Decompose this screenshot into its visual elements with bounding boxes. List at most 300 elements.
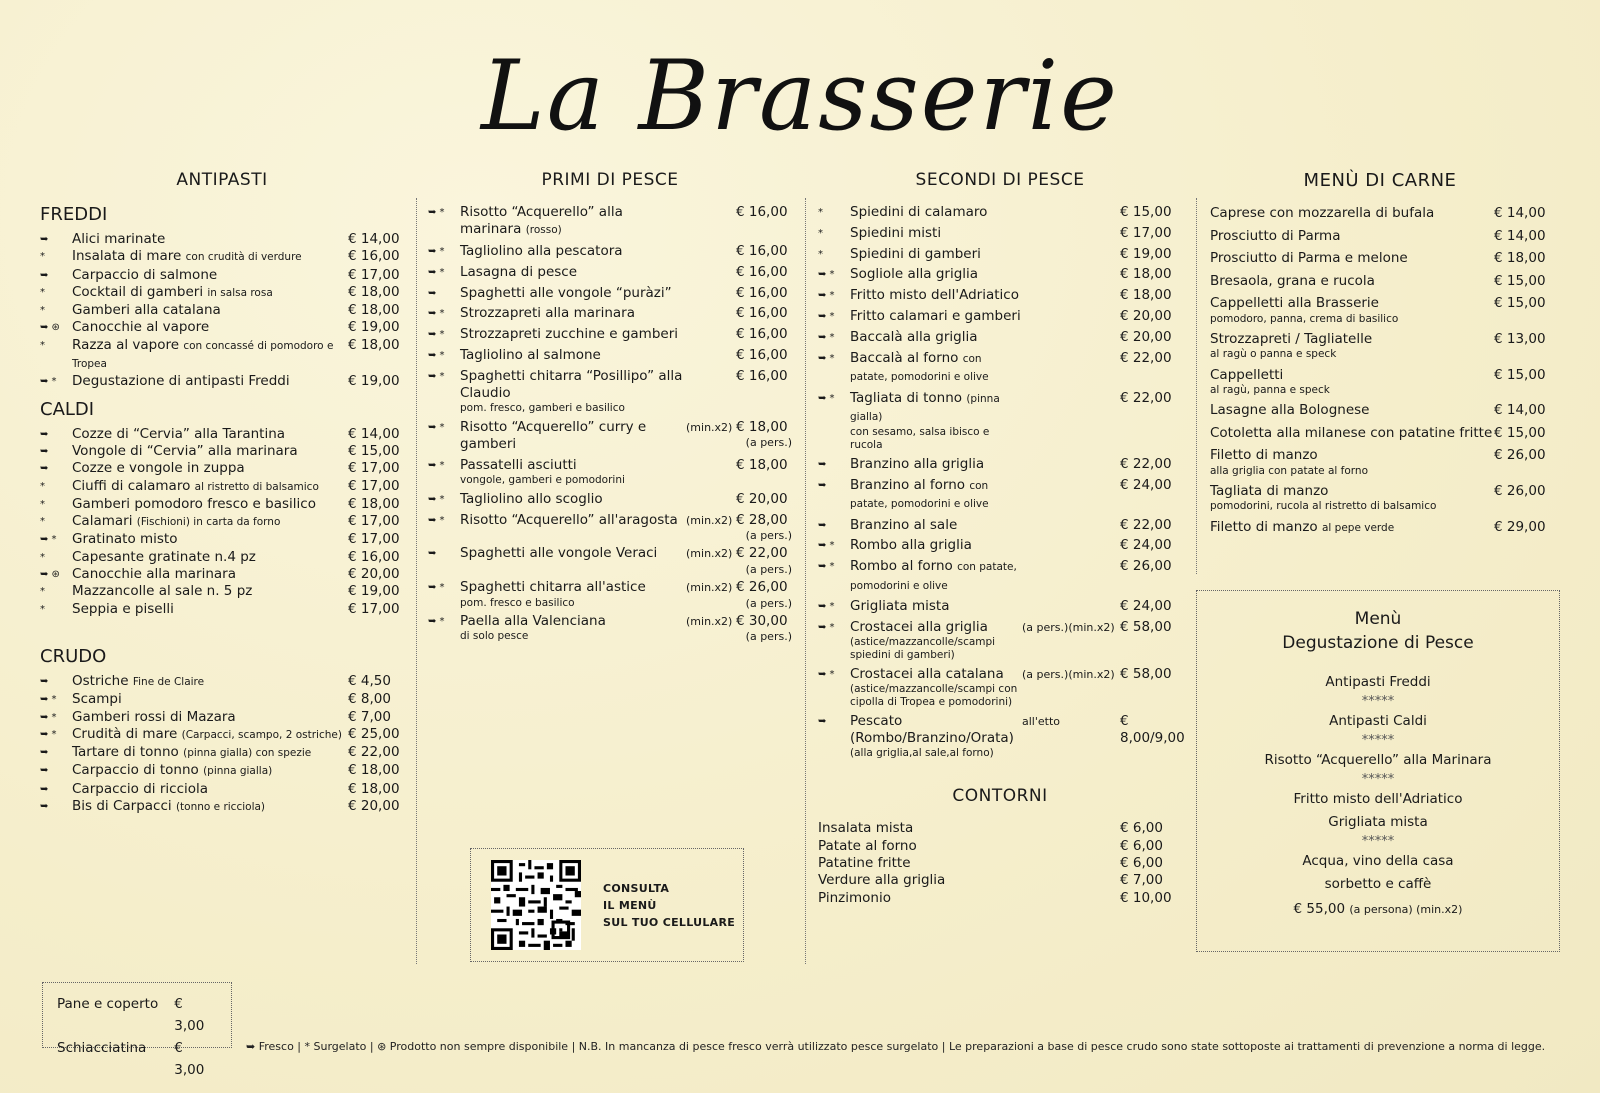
menu-item-row <box>428 305 792 322</box>
menu-item-name <box>1210 447 1494 477</box>
marker-icon: ➥ * <box>428 460 445 472</box>
menu-item-name <box>850 598 1022 615</box>
dish-name: Spaghetti chitarra “Posillipo” alla Claudio <box>460 367 683 402</box>
schiacciatina-label: Schiacciatina <box>57 1040 147 1056</box>
marker-icon: ➥ * <box>818 331 835 343</box>
menu-item-name <box>72 284 348 302</box>
menu-item-name <box>460 264 686 281</box>
dish-price <box>736 545 792 575</box>
dish-name: Ostriche <box>72 672 129 689</box>
separator-stars: ***** <box>1361 733 1395 748</box>
dish-name: Tagliolino allo scoglio <box>460 490 603 507</box>
marker-icon: ➥ * <box>818 352 835 364</box>
menu-item-row <box>1210 331 1550 361</box>
price-value: € 24,00 <box>1120 598 1172 615</box>
dish-name: Seppia e piselli <box>72 600 174 617</box>
dish-name: Grigliata mista <box>850 598 950 615</box>
marker-icon: ➥ * <box>818 392 835 404</box>
degustazione-price-note: (a persona) (min.x2) <box>1349 903 1463 916</box>
price-value: € 24,00 <box>1120 476 1172 493</box>
menu-item-name <box>460 512 686 529</box>
dish-name: Spiedini di calamaro <box>850 204 988 220</box>
dish-name: Crostacei alla griglia <box>850 619 988 636</box>
dish-name: Spaghetti alle vongole Veraci <box>460 545 658 562</box>
dish-name: Insalata di mare <box>72 248 182 265</box>
dish-name: Tagliolino al salmone <box>460 347 601 364</box>
price-value: € 20,00 <box>736 490 788 507</box>
qr-box[interactable] <box>470 848 744 962</box>
menu-item-row <box>818 517 1182 534</box>
marker-icon: ➥ * <box>428 350 445 362</box>
menu-item-name <box>850 477 1022 514</box>
marker-icon: * <box>40 603 45 615</box>
dish-name: Prosciutto di Parma e melone <box>1210 250 1408 267</box>
dish-price <box>736 368 792 385</box>
dish-price <box>1494 447 1550 464</box>
dish-subtitle: pom. fresco e basilico <box>460 596 575 609</box>
per-person-note: (a pers.) <box>745 436 792 450</box>
menu-item-name <box>72 460 348 477</box>
dish-name: Alici marinate <box>72 231 166 247</box>
coperto-row <box>57 993 217 1037</box>
menu-item-row <box>1210 273 1550 290</box>
dish-name: Tagliolino alla pescatora <box>460 243 623 260</box>
menu-item-row <box>40 478 404 496</box>
dish-price <box>348 709 404 726</box>
price-value: € 17,00 <box>348 600 400 617</box>
dish-name: Calamari <box>72 513 133 530</box>
price-value: € 16,00 <box>736 284 788 301</box>
dish-name: Spaghetti alle vongole “puràzi” <box>460 284 672 301</box>
crudo-list <box>40 673 404 816</box>
menu-item-name <box>850 456 1022 473</box>
dish-price <box>1494 331 1550 348</box>
dish-price <box>1120 855 1182 872</box>
price-value: € 15,00 <box>348 442 400 459</box>
menu-item-row <box>40 781 404 798</box>
marker-icon: ➥ * <box>428 246 445 258</box>
dish-price <box>1120 537 1182 554</box>
marker-icon: ➥ <box>428 287 437 299</box>
coperto-box <box>42 982 232 1078</box>
menu-item-name <box>850 350 1022 387</box>
restaurant-title: La Brasserie <box>481 40 1119 152</box>
menu-item-name <box>850 287 1022 304</box>
menu-item-name <box>1210 425 1494 442</box>
dish-name: Baccalà al forno <box>850 349 959 366</box>
price-value: € 20,00 <box>348 798 400 815</box>
menu-item-name <box>72 781 348 798</box>
dish-price <box>736 419 792 449</box>
marker-icon: ➥ <box>818 479 827 491</box>
price-value: € 29,00 <box>1494 518 1546 535</box>
dish-price <box>1120 477 1182 494</box>
menu-item-row <box>428 326 792 343</box>
dish-price <box>348 726 404 743</box>
degustazione-course: sorbetto e caffè <box>1324 876 1432 892</box>
price-value: € 17,00 <box>1120 224 1172 241</box>
menu-item-row <box>818 872 1182 889</box>
price-value: € 24,00 <box>1120 537 1172 554</box>
price-value: € 20,00 <box>348 566 400 583</box>
dish-extra: (min.x2) <box>686 615 733 629</box>
marker-icon: ➥ <box>40 269 49 281</box>
per-person-note: (a pers.) <box>745 630 792 644</box>
dish-name: Lasagne alla Bolognese <box>1210 402 1370 419</box>
menu-item-row <box>818 350 1182 387</box>
menu-item-row <box>428 579 792 609</box>
dish-name: Spaghetti chitarra all'astice <box>460 579 646 596</box>
menu-item-row <box>818 329 1182 346</box>
menu-item-row <box>428 204 792 240</box>
menu-item-row <box>1210 228 1550 245</box>
dish-price <box>736 285 792 302</box>
menu-item-row <box>40 744 404 762</box>
dish-name: Filetto di manzo <box>1210 447 1318 464</box>
price-value: € 16,00 <box>736 204 788 220</box>
menu-item-row <box>818 712 1185 761</box>
marker-icon: * <box>818 248 823 260</box>
menu-item-name <box>1210 519 1494 537</box>
menu-item-name <box>1210 295 1494 325</box>
price-value: € 18,00 <box>348 780 400 797</box>
legend: ➥ Fresco | * Surgelato | ⊛ Prodotto non sempre disponibile | N.B. In mancanza di pesce fresco verrà utilizzato pesce surgelato | Le preparazioni a base di pesce crudo sono state sottoposte ai trattamenti di prevenzione a norma di legge. <box>246 1040 1546 1053</box>
price-value: € 16,00 <box>348 548 400 565</box>
dish-price <box>348 302 404 319</box>
dish-price <box>348 531 404 548</box>
coperto-price: € 3,00 <box>174 996 205 1034</box>
dish-price <box>348 566 404 583</box>
dish-price <box>348 762 404 779</box>
degustazione-course: Antipasti Freddi <box>1325 674 1431 690</box>
dish-price <box>736 264 792 281</box>
qr-line-1: CONSULTA <box>603 881 670 895</box>
price-value: € 14,00 <box>1494 227 1546 244</box>
menu-item-row <box>818 537 1182 554</box>
dish-subtitle: (astice/mazzancolle/scampi con cipolla di Tropea e pomodorini) <box>850 683 1018 709</box>
dish-price <box>1120 872 1182 889</box>
dish-name: Pinzimonio <box>818 889 891 906</box>
dish-price <box>1120 308 1182 325</box>
divider <box>1196 198 1197 574</box>
menu-item-row <box>818 598 1182 615</box>
menu-item-row <box>818 855 1182 872</box>
qr-line-2: IL MENÙ <box>603 898 657 912</box>
dish-price <box>348 798 404 815</box>
dish-price <box>1120 890 1182 907</box>
freddi-title: FREDDI <box>40 204 108 225</box>
menu-item-name <box>460 243 686 260</box>
price-value: € 26,00 <box>736 579 788 596</box>
dish-price <box>1120 820 1182 837</box>
dish-extra: (a pers.)(min.x2) <box>1022 667 1115 681</box>
dish-price <box>348 267 404 284</box>
dish-detail: al pepe verde <box>1321 521 1395 534</box>
dish-price <box>1120 558 1182 575</box>
dish-detail: (pinna gialla) con spezie <box>183 747 312 760</box>
marker-icon: ➥ <box>40 747 49 759</box>
price-value: € 16,00 <box>736 367 788 384</box>
menu-item-row <box>40 460 404 477</box>
menu-item-row <box>40 709 404 726</box>
dish-subtitle: al ragù o panna e speck <box>1210 348 1337 361</box>
menu-item-name <box>460 579 686 609</box>
degustazione-price: € 55,00 <box>1293 901 1346 917</box>
marker-icon: ➥ * <box>428 616 445 628</box>
menu-item-row <box>40 798 404 816</box>
marker-icon: ➥ * <box>428 493 445 505</box>
price-value: € 18,00 <box>1120 266 1172 283</box>
menu-item-row <box>1210 295 1550 325</box>
marker-icon: ➥ * <box>428 308 445 320</box>
dish-price <box>1494 205 1550 222</box>
carne-list <box>1210 205 1550 537</box>
dish-name: Cocktail di gamberi <box>72 283 204 300</box>
dish-price <box>348 373 404 390</box>
dish-name: Patatine fritte <box>818 854 911 871</box>
primi-list <box>428 204 792 643</box>
marker-icon: ➥ * <box>40 728 57 740</box>
dish-price <box>1120 517 1182 534</box>
menu-item-name <box>72 426 348 443</box>
dish-price <box>348 691 404 708</box>
dish-name: Canocchie alla marinara <box>72 566 236 583</box>
menu-item-name <box>818 872 1120 889</box>
price-value: € 18,00 <box>348 495 400 512</box>
dish-price <box>1494 250 1550 267</box>
dish-detail: con concassé di pomodoro e Tropea <box>72 339 334 371</box>
menu-item-name <box>850 558 1022 595</box>
dish-name: Cappelletti <box>1210 366 1284 383</box>
dish-price <box>736 347 792 364</box>
menu-item-row <box>818 266 1182 283</box>
marker-icon: ➥ <box>818 519 827 531</box>
price-value: € 22,00 <box>348 744 400 761</box>
menu-item-row <box>1210 205 1550 222</box>
menu-item-row <box>40 531 404 548</box>
menu-item-row <box>428 419 792 454</box>
dish-name: Gratinato misto <box>72 531 178 548</box>
secondi-heading: SECONDI DI PESCE <box>915 170 1085 190</box>
price-value: € 17,00 <box>348 531 400 548</box>
price-value: € 17,00 <box>348 477 400 494</box>
menu-item-row <box>818 456 1182 473</box>
dish-name: Branzino al forno <box>850 476 966 493</box>
dish-name: Razza al vapore <box>72 336 180 353</box>
menu-item-row <box>40 248 404 266</box>
per-person-note: (a pers.) <box>745 596 792 610</box>
degustazione-title <box>1197 607 1559 655</box>
dish-subtitle: pom. fresco, gamberi e basilico <box>460 402 625 415</box>
menu-item-name <box>850 517 1022 534</box>
dish-subtitle: vongole, gamberi e pomodorini <box>460 474 625 487</box>
dish-name: Baccalà alla griglia <box>850 328 978 345</box>
antipasti-column <box>40 170 404 816</box>
menu-item-row <box>40 443 404 460</box>
menu-item-row <box>40 302 404 319</box>
dish-price <box>1120 598 1182 615</box>
dish-price <box>348 284 404 301</box>
menu-item-name <box>850 329 1022 346</box>
menu-item-row <box>40 267 404 284</box>
menu-item-row <box>40 601 404 618</box>
menu-item-name <box>850 713 1022 761</box>
dish-name: Risotto “Acquerello” all'aragosta <box>460 511 678 528</box>
menu-item-row <box>40 583 404 600</box>
price-value: € 20,00 <box>1120 328 1172 345</box>
secondi-column <box>818 170 1185 907</box>
schiacciatina-price: € 3,00 <box>174 1040 205 1078</box>
menu-item-name <box>72 549 348 566</box>
dish-detail: (pinna gialla) <box>203 765 273 778</box>
dish-detail: (pinna gialla) <box>850 392 1000 423</box>
menu-item-row <box>818 204 1182 221</box>
menu-item-row <box>818 890 1182 907</box>
dish-price <box>1120 204 1182 221</box>
price-value: € 19,00 <box>348 319 400 336</box>
contorni-heading: CONTORNI <box>952 786 1048 807</box>
dish-price <box>1494 519 1550 536</box>
marker-icon: ➥ <box>40 445 49 457</box>
dish-name: Patate al forno <box>818 837 917 854</box>
dish-extra: all'etto <box>1022 714 1061 728</box>
dish-price <box>1494 273 1550 290</box>
dish-name: Sogliole alla griglia <box>850 266 979 283</box>
menu-item-name <box>1210 273 1494 290</box>
menu-item-name <box>72 762 348 780</box>
menu-item-row <box>428 457 792 487</box>
menu-item-name <box>72 319 348 336</box>
price-value: € 28,00 <box>736 511 788 528</box>
dish-subtitle: alla griglia con patate al forno <box>1210 464 1368 477</box>
dish-detail: con patate, pomodorini e olive <box>850 479 989 510</box>
dish-extra: (a pers.)(min.x2) <box>1022 621 1115 635</box>
price-value: € 10,00 <box>1120 889 1172 906</box>
dish-price <box>736 457 792 474</box>
price-value: € 16,00 <box>736 305 788 322</box>
price-value: € 17,00 <box>348 513 400 530</box>
dish-extra: (min.x2) <box>686 513 733 527</box>
dish-name: Risotto “Acquerello” alla marinara <box>460 204 623 238</box>
menu-item-name <box>850 225 1022 242</box>
degustazione-price-row <box>1197 898 1559 921</box>
dish-price <box>736 579 792 609</box>
marker-icon: ➥ <box>40 801 49 813</box>
price-value: € 15,00 <box>1494 295 1546 312</box>
menu-item-row <box>40 513 404 531</box>
price-value: € 14,00 <box>348 231 400 247</box>
menu-item-name <box>460 305 686 322</box>
dish-price <box>348 744 404 761</box>
dish-name: Risotto “Acquerello” curry e gamberi <box>460 418 647 453</box>
marker-icon: ➥ * <box>818 622 835 634</box>
menu-item-name <box>460 545 686 562</box>
dish-name: Crostacei alla catalana <box>850 665 1004 682</box>
menu-item-name <box>72 601 348 618</box>
divider <box>805 198 806 964</box>
dish-price <box>736 326 792 343</box>
dish-price <box>736 305 792 322</box>
marker-icon: ➥ <box>818 458 827 470</box>
marker-icon: * <box>40 305 45 317</box>
dish-subtitle: pomodoro, panna, crema di basilico <box>1210 312 1399 325</box>
dish-price <box>348 583 404 600</box>
menu-item-name <box>1210 331 1494 361</box>
marker-icon: ➥ * <box>428 582 445 594</box>
menu-item-name <box>1210 250 1494 267</box>
menu-item-row <box>40 566 404 583</box>
secondi-list <box>818 204 1185 760</box>
menu-item-row <box>428 545 792 575</box>
marker-icon: * <box>40 516 45 528</box>
menu-item-row <box>818 666 1182 709</box>
price-value: € 15,00 <box>1494 272 1546 289</box>
menu-item-name <box>850 619 1022 662</box>
dish-name: Passatelli asciutti <box>460 457 577 474</box>
menu-item-name <box>1210 483 1494 513</box>
price-value: € 6,00 <box>1120 854 1163 871</box>
dish-price <box>348 496 404 513</box>
qr-code-icon[interactable] <box>491 860 581 950</box>
marker-icon: ➥ * <box>428 421 445 433</box>
dish-name: Vongole di “Cervia” alla marinara <box>72 442 298 459</box>
dish-name: Pescato (Rombo/Branzino/Orata) <box>850 712 1014 747</box>
price-value: € 4,50 <box>348 672 391 689</box>
price-value: € 18,00 <box>736 418 788 435</box>
schiacciatina-row <box>57 1037 217 1081</box>
marker-icon: ➥ <box>40 428 49 440</box>
menu-item-name <box>72 583 348 600</box>
menu-item-name <box>850 204 1022 221</box>
price-value: € 20,00 <box>1120 307 1172 324</box>
dish-price <box>348 231 404 248</box>
menu-item-row <box>1210 425 1550 442</box>
dish-price <box>1120 619 1182 636</box>
menu-item-row <box>818 558 1182 595</box>
menu-item-name <box>460 613 686 643</box>
dish-name: Carpaccio di ricciola <box>72 780 209 797</box>
dish-detail: (Carpacci, scampo, 2 ostriche) <box>181 728 342 741</box>
menu-item-name <box>72 744 348 762</box>
menu-item-row <box>428 243 792 260</box>
dish-extra: (min.x2) <box>686 547 733 561</box>
dish-subtitle: con sesamo, salsa ibisco e rucola <box>850 426 990 452</box>
dish-price <box>348 248 404 265</box>
menu-item-name <box>460 368 686 416</box>
marker-icon: ➥ * <box>818 601 835 613</box>
qr-line-3: SUL TUO CELLULARE <box>603 915 736 929</box>
menu-item-name <box>850 308 1022 325</box>
price-value: € 18,00 <box>1494 250 1546 267</box>
menu-item-name <box>460 491 686 508</box>
dish-price <box>736 243 792 260</box>
dish-price <box>1120 838 1182 855</box>
dish-detail: con crudità di verdure <box>185 251 302 264</box>
menu-item-name <box>460 204 686 240</box>
price-value: € 13,00 <box>1494 330 1546 347</box>
dish-price <box>348 478 404 495</box>
dish-price <box>348 443 404 460</box>
menu-item-row <box>40 691 404 708</box>
marker-icon: ➥ <box>40 783 49 795</box>
price-value: € 7,00 <box>348 708 391 725</box>
marker-icon: ➥ * <box>428 207 445 218</box>
menu-item-name <box>850 390 1022 453</box>
menu-item-name <box>850 666 1022 709</box>
contorni-list <box>818 820 1182 906</box>
dish-detail: al ristretto di balsamico <box>194 480 319 493</box>
dish-name: Gamberi rossi di Mazara <box>72 708 236 725</box>
